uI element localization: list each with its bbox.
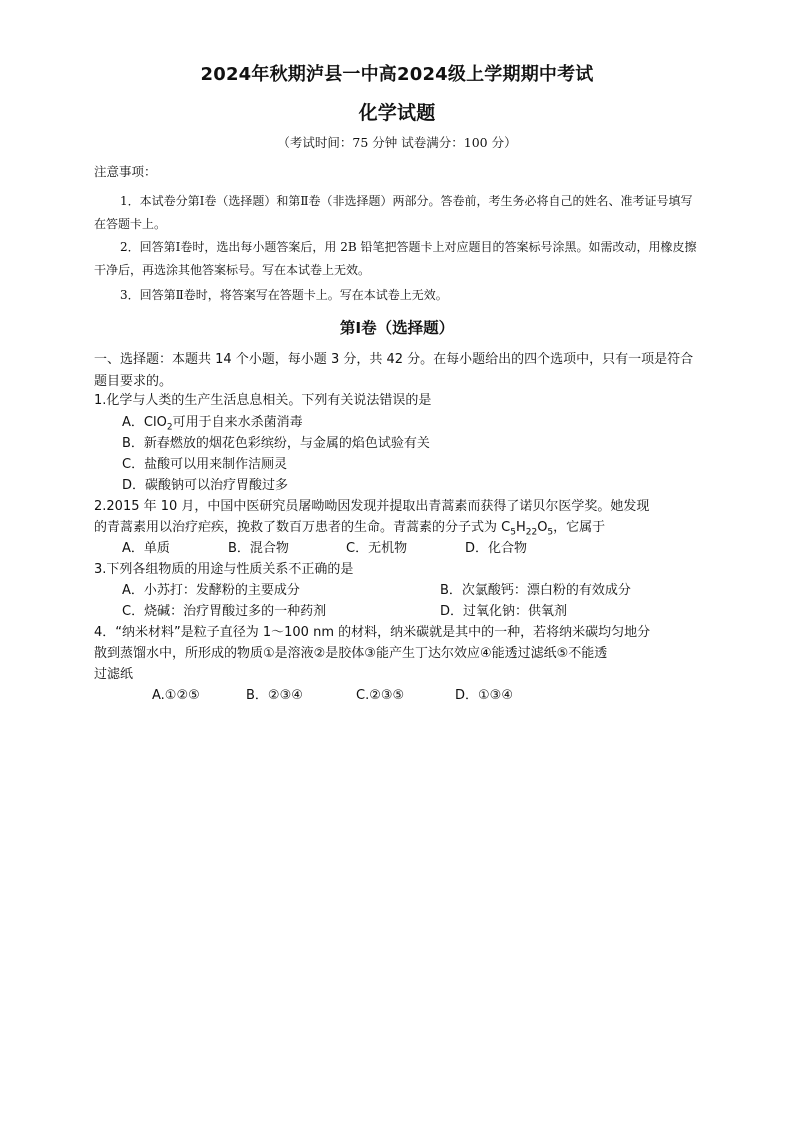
q2-option-c: C．无机物: [346, 541, 408, 556]
q2-option-b: B．混合物: [228, 541, 289, 556]
exam-title: 2024年秋期泸县一中高2024级上学期期中考试: [200, 64, 594, 85]
notice-item-2: 2．回答第Ⅰ卷时，选出每小题答案后，用 2B 铅笔把答题卡上对应题目的答案标号涂黑。如需改动，用橡皮擦干净后，再选涂其他答案标号。写在本试卷上无效。: [94, 240, 697, 277]
section-title: 第Ⅰ卷（选择题）: [339, 319, 455, 337]
notice-item-1: 1．本试卷分第Ⅰ卷（选择题）和第Ⅱ卷（非选择题）两部分。答卷前，考生务必将自己的姓名、准考证号填写在答题卡上。: [94, 194, 693, 231]
q1-option-c: C．盐酸可以用来制作洁厕灵: [122, 457, 288, 472]
q4-option-d: D．①③④: [455, 688, 513, 703]
q2-stem-line2: 的青蒿素用以治疗疟疾，挽救了数百万患者的生命。青蒿素的分子式为 $C_5H_{22}O_5$，它属于: [94, 520, 606, 538]
q3-option-d: D．过氧化钠：供氧剂: [440, 604, 568, 619]
q4-option-a: A.①②⑤: [152, 688, 200, 703]
q1-stem: 1.化学与人类的生产生活息息相关。下列有关说法错误的是: [94, 393, 432, 408]
notice-item-3: 3．回答第Ⅱ卷时，将答案写在答题卡上。写在本试卷上无效。: [120, 288, 448, 302]
q1-option-a: A．ClO$_2$可用于自来水杀菌消毒: [122, 415, 303, 433]
q1-option-b: B．新春燃放的烟花色彩缤纷，与金属的焰色试验有关: [122, 436, 430, 451]
q1-option-d: D．碳酸钠可以治疗胃酸过多: [122, 478, 289, 493]
q3-stem: 3.下列各组物质的用途与性质关系不正确的是: [94, 562, 354, 577]
q4-stem-line2: 散到蒸馏水中，所形成的物质①是溶液②是胶体③能产生丁达尔效应④能透过滤纸⑤不能透: [94, 646, 608, 661]
q2-option-a: A．单质: [122, 541, 170, 556]
q4-stem-line1: 4．“纳米材料”是粒子直径为 1～100 nm 的材料，纳米碳就是其中的一种，若将纳米碳均匀地分: [94, 625, 651, 640]
q4-option-b: B．②③④: [246, 688, 303, 703]
q2-stem-line1: 2.2015 年 10 月，中国中医研究员屠呦呦因发现并提取出青蒿素而获得了诺贝尔医学奖。她发现: [94, 499, 650, 514]
section-intro: 一、选择题：本题共 14 个小题，每小题 3 分，共 42 分。在每小题给出的四个选项中，只有一项是符合题目要求的。: [94, 352, 694, 389]
q3-option-a: A．小苏打：发酵粉的主要成分: [122, 583, 300, 598]
exam-meta: （考试时间：75 分钟 试卷满分：100 分）: [277, 135, 517, 150]
q3-option-c: C．烧碱：治疗胃酸过多的一种药剂: [122, 604, 327, 619]
q4-option-c: C.②③⑤: [356, 688, 405, 703]
q3-option-b: B．次氯酸钙：漂白粉的有效成分: [440, 583, 631, 598]
notice-heading: 注意事项：: [94, 164, 157, 179]
q2-option-d: D．化合物: [465, 541, 528, 556]
subject-title: 化学试题: [358, 102, 436, 124]
q4-stem-line3: 过滤纸: [94, 667, 134, 682]
